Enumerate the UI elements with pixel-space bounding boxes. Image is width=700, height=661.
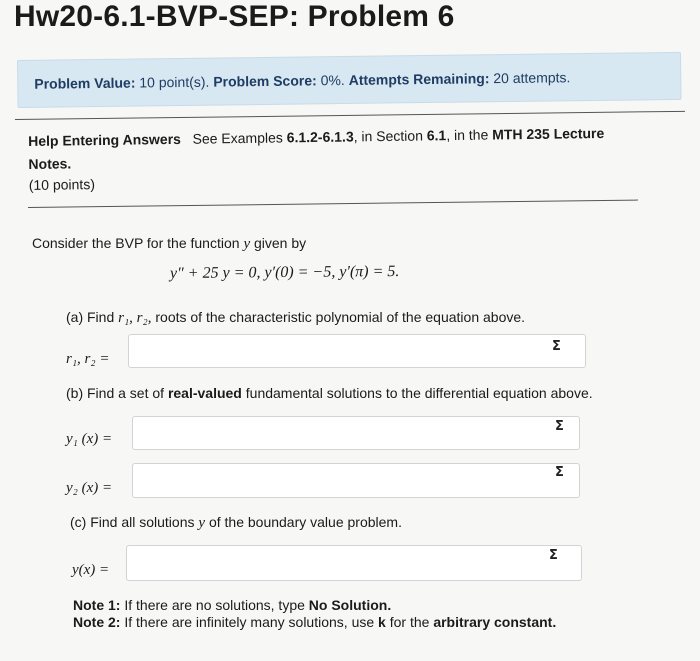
note-2-label: Note 2: xyxy=(73,614,121,630)
note-2-k: k xyxy=(378,614,386,630)
problem-score: 0%. xyxy=(320,71,345,89)
problem-score-label: Problem Score: xyxy=(213,72,317,90)
note-1-text: If there are no solutions, type xyxy=(124,597,305,613)
problem-value-label: Problem Value: xyxy=(34,74,136,92)
help-course: MTH 235 Lecture xyxy=(492,124,605,143)
roots-input[interactable] xyxy=(128,334,586,368)
y1-label: y₁ (x) = xyxy=(66,431,113,447)
part-c-prompt xyxy=(70,514,402,532)
note-2 xyxy=(73,614,556,630)
part-c-var: y xyxy=(198,515,206,531)
note-2-mid: for the xyxy=(389,614,430,630)
help-see-text: See Examples xyxy=(192,129,283,147)
help-block xyxy=(28,121,669,194)
y1-input[interactable] xyxy=(132,416,580,450)
part-a-prompt xyxy=(66,309,525,327)
bvp-equation: y″ + 25 y = 0, y′(0) = −5, y′(π) = 5. xyxy=(169,262,400,283)
part-b-bold: real-valued xyxy=(167,385,242,401)
equation-editor-icon[interactable]: Σ xyxy=(549,548,558,563)
attempts-label: Attempts Remaining: xyxy=(348,70,490,88)
intro-var: y xyxy=(243,236,251,252)
y-input[interactable] xyxy=(126,545,582,581)
equation-editor-icon[interactable]: Σ xyxy=(552,339,561,354)
intro-text: Consider the BVP for the function xyxy=(32,235,240,251)
points-label: (10 points) xyxy=(28,176,96,193)
part-b-pre: (b) Find a set of xyxy=(66,385,165,401)
help-entering-answers-link[interactable]: Help Entering Answers xyxy=(28,130,182,149)
note-1-label: Note 1: xyxy=(73,597,121,613)
help-examples: 6.1.2-6.1.3 xyxy=(286,128,354,146)
attempts-remaining: 20 attempts. xyxy=(493,69,571,87)
help-in-the-text: , in the xyxy=(446,126,489,144)
part-a-post: roots of the characteristic polynomial of the equation above. xyxy=(155,309,526,325)
equation-editor-icon[interactable]: Σ xyxy=(555,419,564,434)
separator-line xyxy=(15,111,685,120)
help-notes: Notes. xyxy=(28,155,72,172)
note-2-text: If there are infinitely many solutions, use xyxy=(124,614,375,630)
part-a-vars: r₁, r₂, xyxy=(118,310,152,326)
part-c-pre: (c) Find all solutions xyxy=(70,514,195,530)
problem-intro xyxy=(32,235,306,253)
note-1 xyxy=(73,597,391,613)
problem-value: 10 point(s). xyxy=(139,73,210,91)
part-a-pre: (a) Find xyxy=(66,309,115,325)
part-c-post: of the boundary value problem. xyxy=(208,514,402,530)
part-a-label: r₁, r₂ = xyxy=(66,351,110,367)
help-section: 6.1 xyxy=(426,127,447,144)
note-2-bold: arbitrary constant. xyxy=(433,614,557,630)
part-b-prompt xyxy=(66,385,593,401)
part-b-post: fundamental solutions to the differential equation above. xyxy=(245,385,593,401)
y-label: y(x) = xyxy=(72,562,110,578)
note-1-bold: No Solution. xyxy=(308,597,392,613)
equation-editor-icon[interactable]: Σ xyxy=(555,465,564,480)
intro-end: given by xyxy=(254,235,307,251)
y2-input[interactable] xyxy=(132,463,580,498)
help-in-section-text: , in Section xyxy=(353,127,424,145)
separator-line xyxy=(28,200,638,208)
y2-label: y₂ (x) = xyxy=(66,480,113,496)
page-title: Hw20-6.1-BVP-SEP: Problem 6 xyxy=(14,0,455,33)
problem-info-bar xyxy=(17,52,682,108)
